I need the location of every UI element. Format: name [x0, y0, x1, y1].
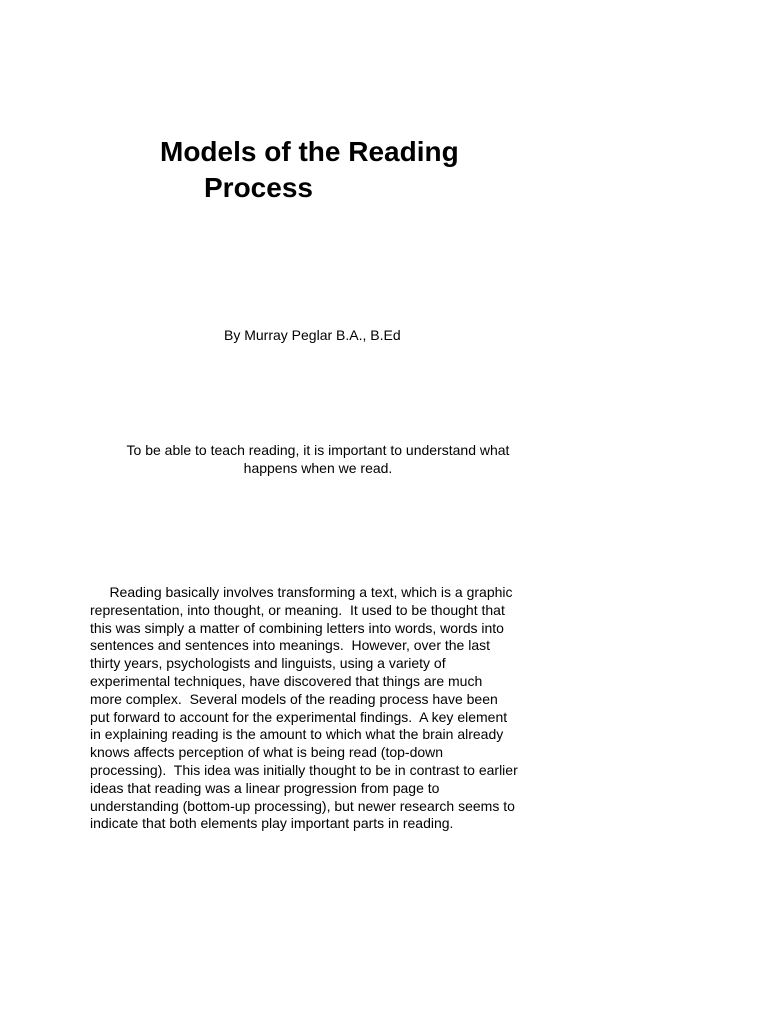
paragraph-line-8: put forward to account for the experimental findings. A key element — [90, 708, 508, 725]
paragraph-line-3: this was simply a matter of combining letters into words, words into — [90, 619, 504, 636]
intro-line-2: happens when we read. — [243, 460, 393, 476]
paragraph-line-11: processing). This idea was initially thought to be in contrast to earlier — [90, 761, 518, 778]
title-line-2: Process — [204, 172, 313, 203]
paragraph-line-9: in explaining reading is the amount to which what the brain already — [90, 726, 504, 743]
paragraph-line-6: experimental techniques, have discovered that things are much — [90, 672, 483, 689]
main-paragraph — [90, 584, 560, 833]
paragraph-line-12: ideas that reading was a linear progression from page to — [90, 779, 440, 796]
paragraph-line-7: more complex. Several models of the reading process have been — [90, 690, 498, 707]
paragraph-line-5: thirty years, psychologists and linguists, using a variety of — [90, 655, 446, 672]
intro-statement — [100, 441, 536, 477]
paragraph-line-2: representation, into thought, or meaning. It used to be thought that — [90, 601, 505, 618]
paragraph-line-14: indicate that both elements play important parts in reading. — [90, 815, 454, 832]
intro-line-1: To be able to teach reading, it is important to understand what — [126, 442, 510, 458]
title-line-1: Models of the Reading — [160, 136, 459, 167]
paragraph-line-10: knows affects perception of what is being read (top-down — [90, 744, 444, 761]
paragraph-line-1: Reading basically involves transforming a text, which is a graphic — [90, 584, 513, 600]
paragraph-line-13: understanding (bottom-up processing), but newer research seems to — [90, 797, 515, 814]
document-title — [160, 134, 520, 206]
author-byline: By Murray Peglar B.A., B.Ed — [224, 327, 401, 343]
paragraph-line-4: sentences and sentences into meanings. However, over the last — [90, 637, 491, 654]
